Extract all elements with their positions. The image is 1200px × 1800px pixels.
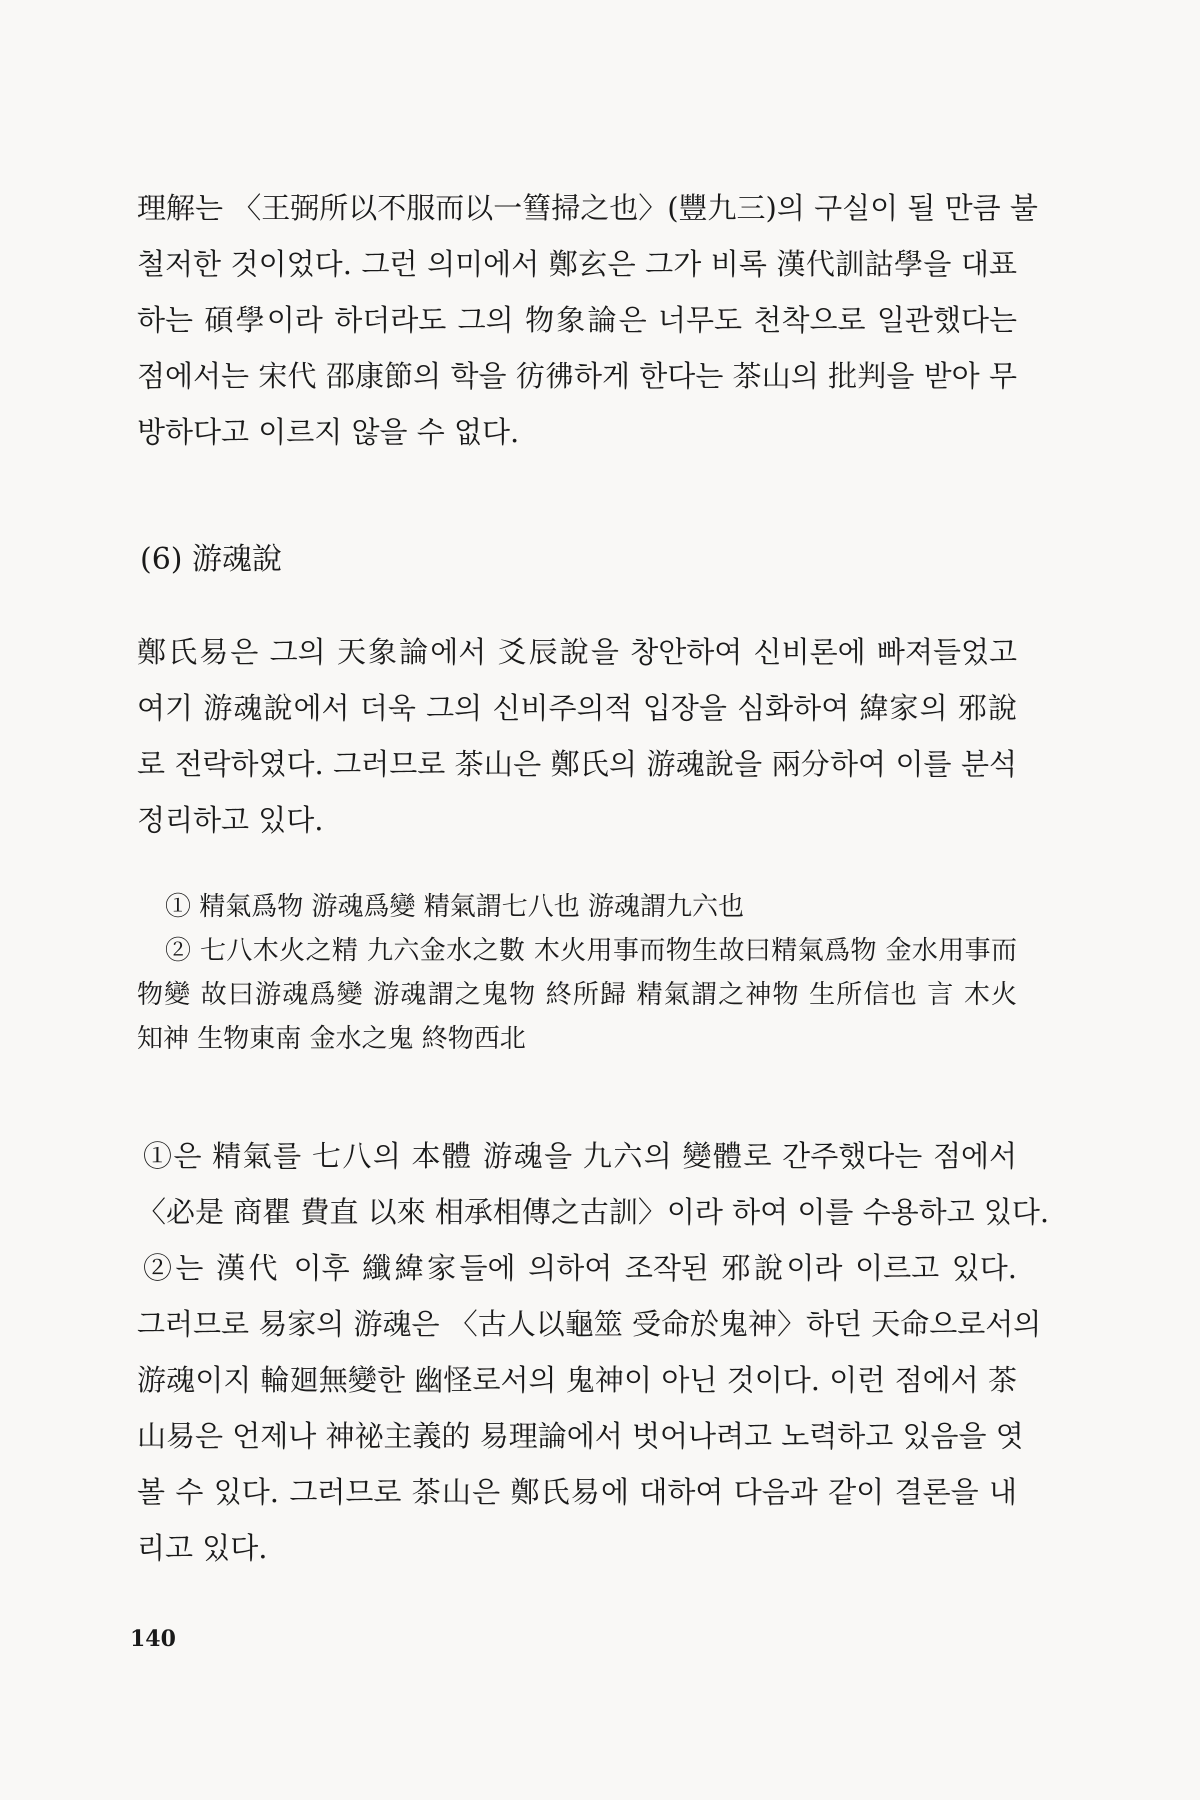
paragraph-intro [137,624,1017,848]
text-line: 游魂이지 輪廻無變한 幽怪로서의 鬼神이 아닌 것이다. 이런 점에서 茶 [137,1363,1017,1397]
text-line: 점에서는 宋代 邵康節의 학을 彷彿하게 한다는 茶山의 批判을 받아 무 [137,359,1017,393]
text-line: 여기 游魂說에서 더욱 그의 신비주의적 입장을 심화하여 緯家의 邪說 [137,691,1017,725]
paragraph-analysis [137,1128,1050,1576]
text-line: 〈必是 商瞿 費直 以來 相承相傳之古訓〉이라 하여 이를 수용하고 있다. [137,1195,1050,1229]
text-line: 리고 있다. [137,1531,268,1565]
text-line: ①은 精氣를 七八의 本體 游魂을 九六의 變體로 간주했다는 점에서 [143,1139,1017,1173]
quote-line: 知神 生物東南 金水之鬼 終物西北 [137,1024,526,1054]
section-heading: (6) 游魂說 [140,542,283,577]
text-line: 볼 수 있다. 그러므로 茶山은 鄭氏易에 대하여 다음과 같이 결론을 내 [137,1475,1017,1509]
quote-line: ① 精氣爲物 游魂爲變 精氣謂七八也 游魂謂九六也 [165,892,745,922]
text-line: 그러므로 易家의 游魂은 〈古人以龜筮 受命於鬼神〉하던 天命으로서의 [137,1307,1042,1341]
text-line: 방하다고 이르지 않을 수 없다. [137,415,520,449]
text-line: ②는 漢代 이후 纖緯家들에 의하여 조작된 邪說이라 이르고 있다. [143,1251,1017,1285]
text-line: 정리하고 있다. [137,803,324,837]
text-line: 하는 碩學이라 하더라도 그의 物象論은 너무도 천착으로 일관했다는 [137,303,1017,337]
text-line: 철저한 것이었다. 그런 의미에서 鄭玄은 그가 비록 漢代訓詁學을 대표 [137,247,1017,281]
text-line: 理解는 〈王弼所以不服而以一篲掃之也〉(豐九三)의 구실이 될 만큼 불 [137,191,1038,225]
text-line: 로 전락하였다. 그러므로 茶山은 鄭氏의 游魂說을 兩分하여 이를 분석 [137,747,1017,781]
quote-line: 物變 故曰游魂爲變 游魂謂之鬼物 終所歸 精氣謂之神物 生所信也 言 木火 [137,980,1017,1010]
text-line: 鄭氏易은 그의 天象論에서 爻辰說을 창안하여 신비론에 빠져들었고 [137,635,1017,669]
quote-line: ② 七八木火之精 九六金水之數 木火用事而物生故曰精氣爲物 金水用事而 [165,936,1017,966]
paragraph-continuation [137,180,1038,460]
page-number: 140 [130,1626,176,1652]
classical-quotation [137,885,1017,1061]
text-line: 山易은 언제나 神祕主義的 易理論에서 벗어나려고 노력하고 있음을 엿 [137,1419,1024,1453]
